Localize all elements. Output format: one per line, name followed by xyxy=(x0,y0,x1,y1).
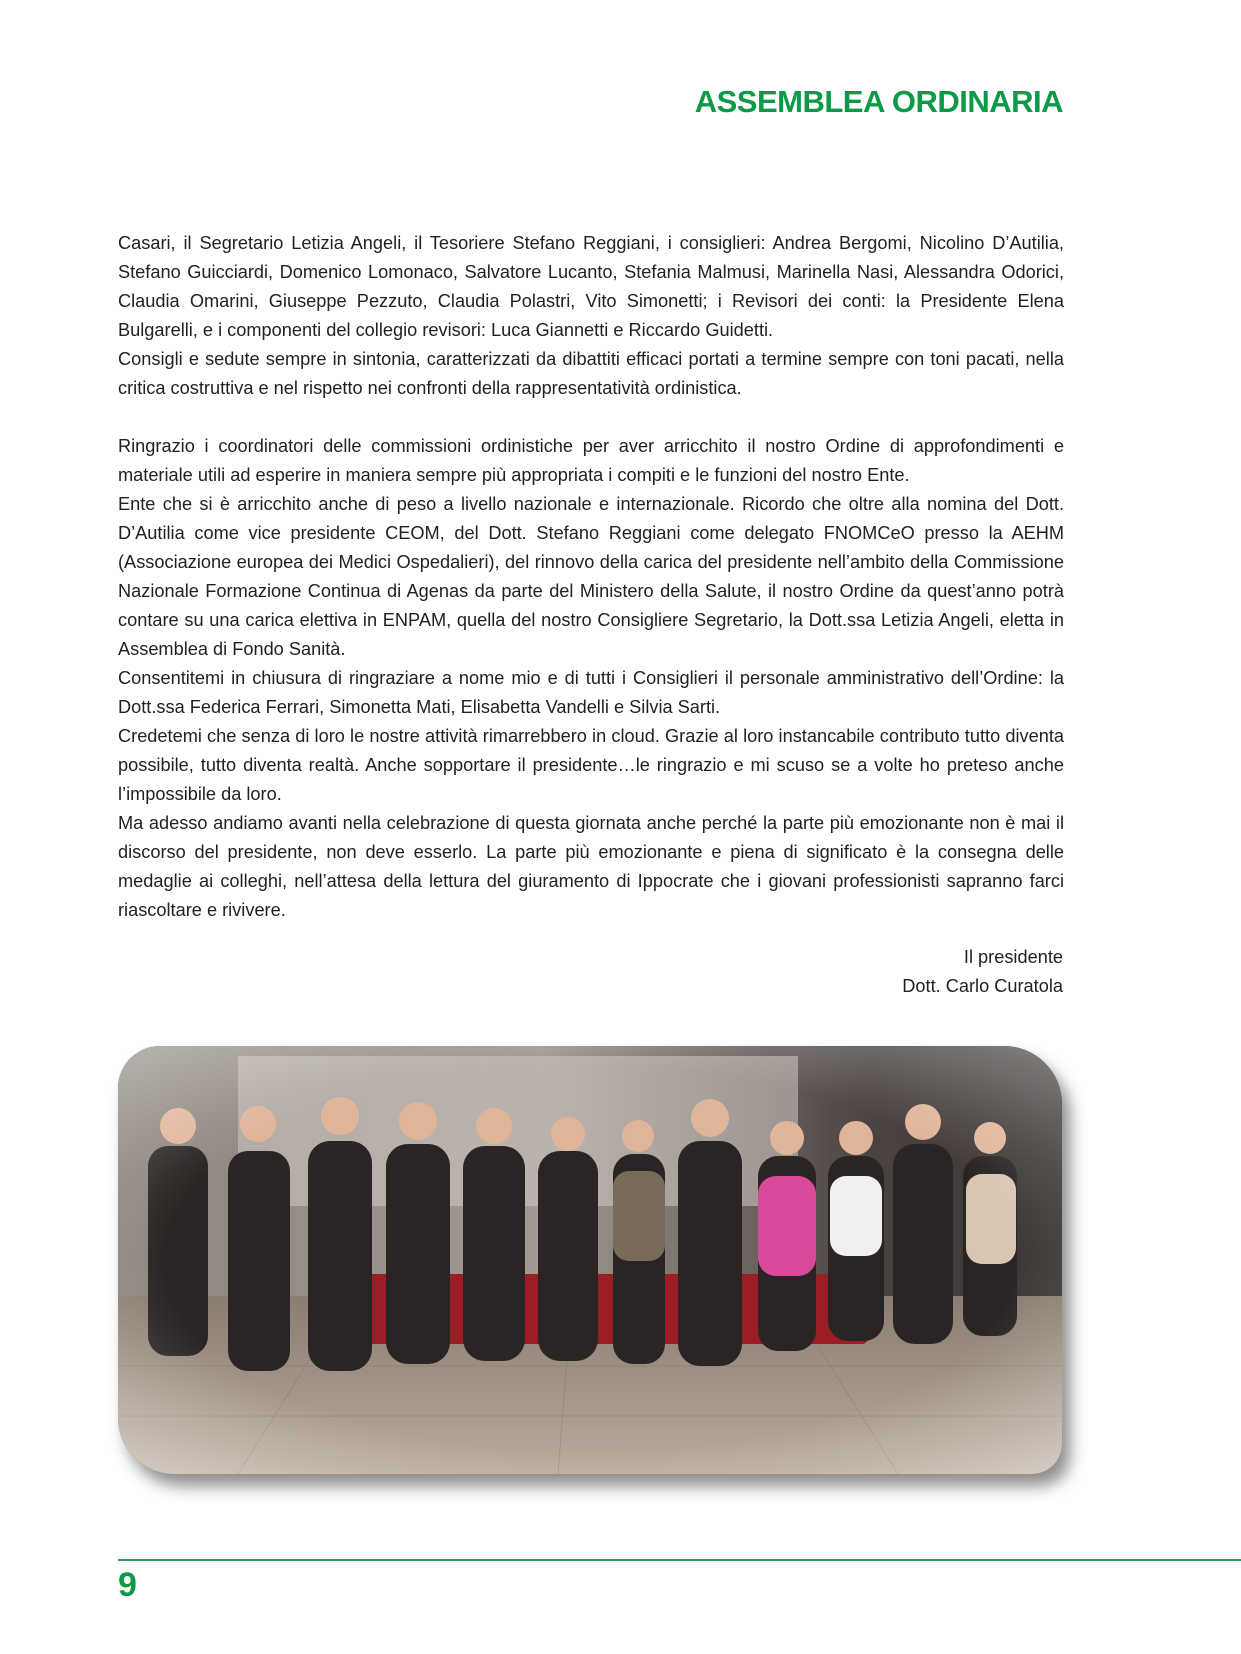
group-photo xyxy=(118,1046,1062,1474)
signature-name: Dott. Carlo Curatola xyxy=(902,976,1063,996)
paragraph: Consentitemi in chiusura di ringraziare a nome mio e di tutti i Consiglieri il personale amministrativo dell’Ordine: la Dott.ssa Federica Ferrari, Simonetta Mati, Elisabetta Vandelli e Silvia Sarti. xyxy=(118,668,1064,717)
paragraph-gap xyxy=(118,403,1064,432)
signature-role: Il presidente xyxy=(963,947,1063,967)
paragraph: Ente che si è arricchito anche di peso a livello nazionale e internazionale. Ricordo che oltre alla nomina del Dott. D’Autilia come vice presidente CEOM, del Dott. Stefano Reggiani come delegato FNOMCeO presso la AEHM (Associazione europea dei Medici Ospedalieri), del rinnovo della carica del presidente nell’ambito della Commissione Nazionale Formazione Continua di Agenas da parte del Ministero della Salute, il nostro Ordine da quest’anno potrà contare su una carica elettiva in ENPAM, quella del nostro Consigliere Segretario, la Dott.ssa Letizia Angeli, eletta in Assemblea di Fondo Sanità. xyxy=(118,494,1064,659)
page-title: ASSEMBLEA ORDINARIA xyxy=(694,84,1063,119)
paragraph: Casari, il Segretario Letizia Angeli, il Tesoriere Stefano Reggiani, i consiglieri: Andrea Bergomi, Nicolino D’Autilia, Stefano Guicciardi, Domenico Lomonaco, Salvatore Lucanto, Stefania Malmusi, Marinella Nasi, Alessandra Odorici, Claudia Omarini, Giuseppe Pezzuto, Claudia Polastri, Vito Simonetti; i Revisori dei conti: la Presidente Elena Bulgarelli, e i componenti del collegio revisori: Luca Giannetti e Riccardo Guidetti. xyxy=(118,233,1064,340)
paragraph: Consigli e sedute sempre in sintonia, caratterizzati da dibattiti efficaci portati a termine sempre con toni pacati, nella critica costruttiva e nel rispetto nei confronti della rappresentatività ordinistica. xyxy=(118,349,1064,398)
paragraph: Credetemi che senza di loro le nostre attività rimarrebbero in cloud. Grazie al loro instancabile contributo tutto diventa possibile, tutto diventa realtà. Anche sopportare il presidente…le ringrazio e mi scuso se a volte ho preteso anche l’impossibile da loro. xyxy=(118,726,1064,804)
footer-divider xyxy=(118,1559,1241,1561)
body-text xyxy=(118,229,1064,925)
paragraph: Ma adesso andiamo avanti nella celebrazione di questa giornata anche perché la parte più emozionante non è mai il discorso del presidente, non deve esserlo. La parte più emozionante e piena di significato è la consegna delle medaglie ai colleghi, nell’attesa della lettura del giuramento di Ippocrate che i giovani professionisti sapranno farci riascoltare e rivivere. xyxy=(118,813,1064,920)
group-photo-illustration xyxy=(118,1046,1062,1474)
paragraph: Ringrazio i coordinatori delle commissioni ordinistiche per aver arricchito il nostro Ordine di approfondimenti e materiale utili ad esperire in maniera sempre più appropriata i compiti e le funzioni del nostro Ente. xyxy=(118,436,1064,485)
signature xyxy=(902,943,1063,1001)
page-number: 9 xyxy=(118,1566,137,1604)
